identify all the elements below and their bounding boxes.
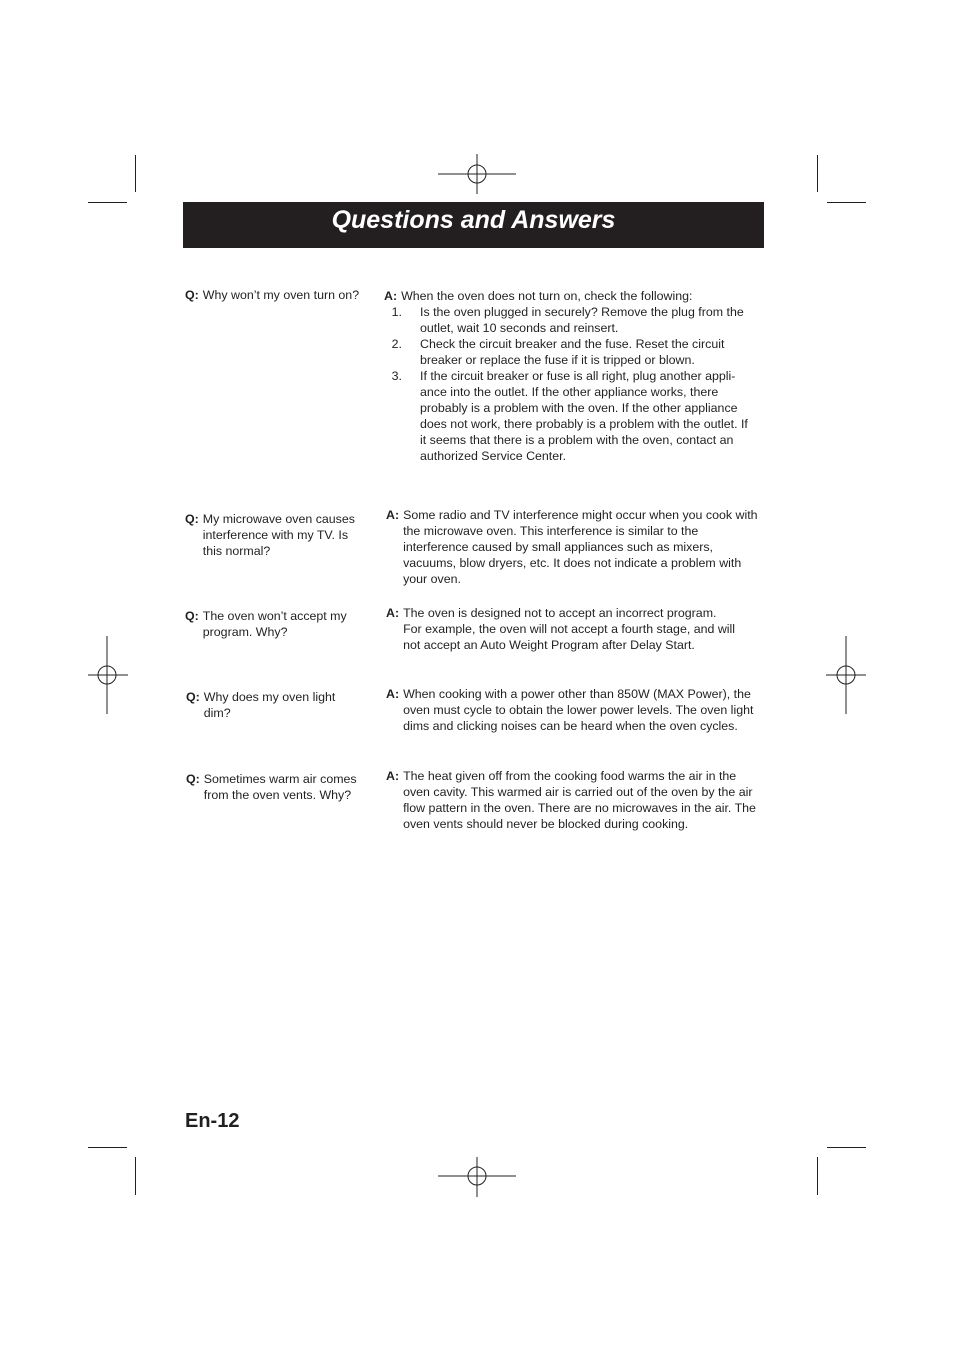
answer-label: A:	[386, 606, 400, 620]
crop-mark	[88, 202, 127, 203]
answer-label: A:	[386, 508, 400, 522]
question-label: Q:	[185, 288, 199, 302]
page-number: En-12	[185, 1110, 240, 1132]
question-text: Why won’t my oven turn on?	[202, 288, 360, 302]
crop-mark	[817, 155, 818, 192]
registration-mark-icon	[826, 636, 866, 714]
crop-mark	[135, 155, 136, 192]
answer-4	[386, 686, 758, 734]
answer-3	[386, 605, 758, 653]
answer-1	[384, 288, 756, 464]
answer-label: A:	[386, 687, 400, 701]
question-label: Q:	[186, 772, 200, 786]
checklist	[384, 304, 756, 464]
answer-5	[386, 768, 758, 832]
list-item-text: Is the oven plugged in securely? Remove the plug from the outlet, wait 10 seconds and reinsert.	[420, 305, 744, 335]
question-1	[185, 287, 370, 303]
question-text: Sometimes warm air comes from the oven vents. Why?	[203, 772, 357, 802]
question-text: Why does my oven light dim?	[203, 690, 336, 720]
list-item	[384, 336, 756, 368]
answer-text: When cooking with a power other than 850W (MAX Power), the oven must cycle to obtain the lower power levels. The oven light dims and clicking noises can be heard when the oven cycles.	[403, 687, 754, 733]
crop-mark	[827, 202, 866, 203]
page-title: Questions and Answers	[331, 206, 616, 234]
title-bar	[183, 202, 764, 248]
registration-mark-icon	[438, 1157, 516, 1197]
list-item-text: Check the circuit breaker and the fuse. Reset the circuit breaker or replace the fuse if it is tripped or blown.	[420, 337, 725, 367]
question-text: The oven won’t accept my program. Why?	[202, 609, 347, 639]
question-4	[186, 689, 356, 721]
list-item-number: 3.	[391, 369, 402, 383]
question-label: Q:	[186, 690, 200, 704]
list-item-number: 1.	[391, 305, 402, 319]
question-5	[186, 771, 370, 803]
answer-text: When the oven does not turn on, check the following:	[401, 289, 693, 303]
list-item	[384, 368, 756, 464]
crop-mark	[88, 1147, 127, 1148]
answer-text: The heat given off from the cooking food warms the air in the oven cavity. This warmed air is carried out of the oven by the air flow pattern in the oven. There are no microwaves in the air. The oven vents should never be blocked during cooking.	[403, 769, 756, 831]
question-3	[185, 608, 370, 640]
crop-mark	[135, 1157, 136, 1195]
registration-mark-icon	[88, 636, 128, 714]
answer-label: A:	[384, 289, 398, 303]
registration-mark-icon	[438, 154, 516, 194]
list-item-number: 2.	[391, 337, 402, 351]
answer-label: A:	[386, 769, 400, 783]
list-item-text: If the circuit breaker or fuse is all right, plug another appli- ance into the outlet. If the other appliance works, there probably is a problem with the oven. If the other appliance does not work, there probably is a problem with the outlet. If it seems that there is a problem with the oven, contact an authorized Service Center.	[420, 369, 748, 463]
answer-text: The oven is designed not to accept an incorrect program. For example, the oven will not accept a fourth stage, and will not accept an Auto Weight Program after Delay Start.	[403, 606, 736, 652]
question-text: My microwave oven causes interference with my TV. Is this normal?	[202, 512, 355, 558]
question-label: Q:	[185, 512, 199, 526]
crop-mark	[827, 1147, 866, 1148]
question-2	[185, 511, 370, 559]
crop-mark	[817, 1157, 818, 1195]
answer-2	[386, 507, 758, 587]
answer-text: Some radio and TV interference might occur when you cook with the microwave oven. This interference is similar to the interference caused by small appliances such as mixers, vacuums, blow dryers, etc. It does not indicate a problem with your oven.	[403, 508, 758, 586]
list-item	[384, 304, 756, 336]
question-label: Q:	[185, 609, 199, 623]
